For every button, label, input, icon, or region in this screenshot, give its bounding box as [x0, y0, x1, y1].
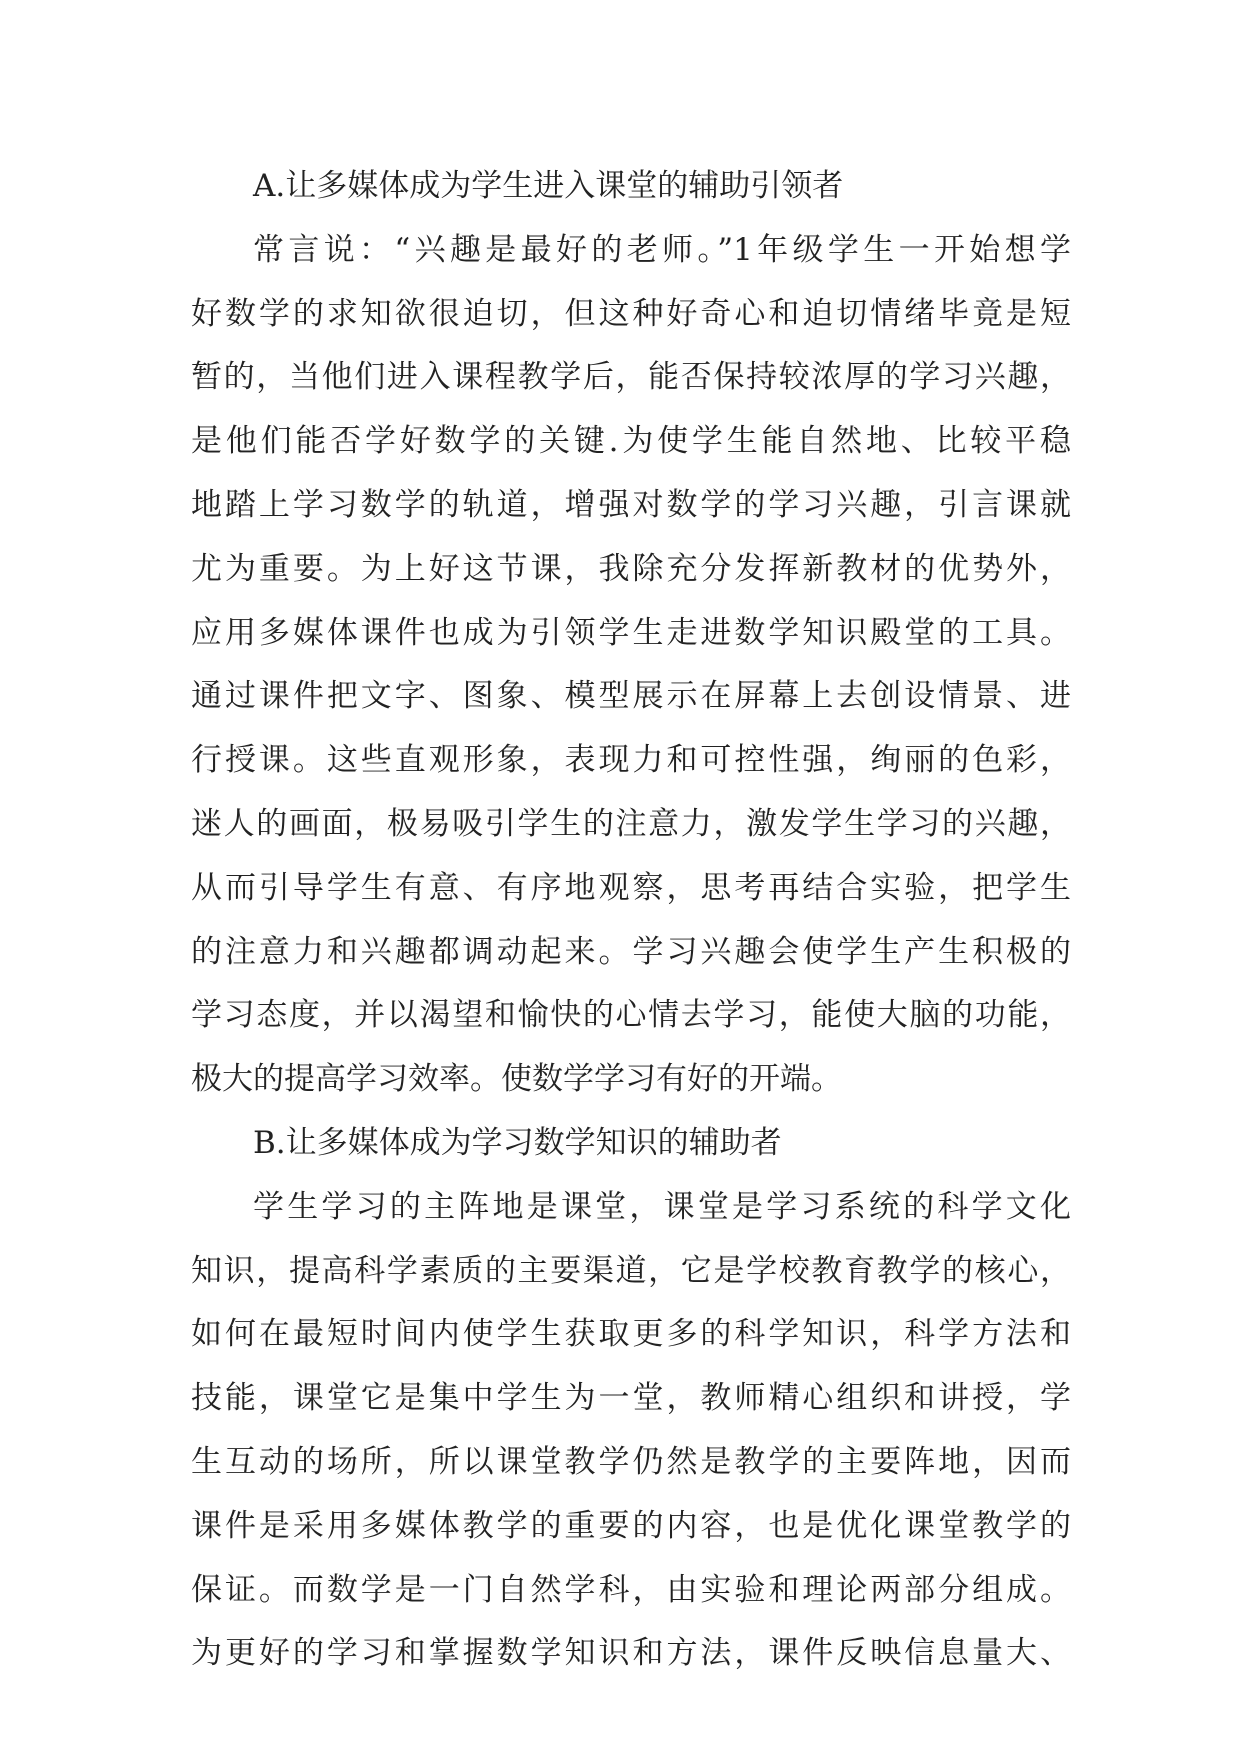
paragraph-line: 迷人的画面，极易吸引学生的注意力，激发学生学习的兴趣， — [191, 805, 1071, 842]
document-body — [191, 155, 1071, 1686]
paragraph-line: 保证。而数学是一门自然学科，由实验和理论两部分组成。 — [191, 1571, 1071, 1608]
paragraph-line: 行授课。这些直观形象，表现力和可控性强，绚丽的色彩， — [191, 742, 1071, 779]
paragraph-line: 知识，提高科学素质的主要渠道，它是学校教育教学的核心， — [191, 1252, 1071, 1289]
paragraph-line: 从而引导学生有意、有序地观察，思考再结合实验，把学生 — [191, 869, 1071, 906]
paragraph-line: 课件是采用多媒体教学的重要的内容，也是优化课堂教学的 — [191, 1507, 1071, 1544]
paragraph-line: 暂的，当他们进入课程教学后，能否保持较浓厚的学习兴趣， — [191, 359, 1071, 396]
paragraph-line: 极大的提高学习效率。使数学学习有好的开端。 — [191, 1061, 842, 1098]
paragraph-line: 是他们能否学好数学的关键.为使学生能自然地、比较平稳 — [191, 423, 1071, 460]
paragraph-line: 尤为重要。为上好这节课，我除充分发挥新教材的优势外， — [191, 550, 1071, 587]
paragraph-line: 如何在最短时间内使学生获取更多的科学知识，科学方法和 — [191, 1316, 1071, 1353]
paragraph-line: 为更好的学习和掌握数学知识和方法，课件反映信息量大、 — [191, 1635, 1071, 1672]
paragraph-line: 的注意力和兴趣都调动起来。学习兴趣会使学生产生积极的 — [191, 933, 1071, 970]
section-heading-a: A.让多媒体成为学生进入课堂的辅助引领者 — [253, 168, 844, 204]
paragraph-line: 常言说：“兴趣是最好的老师。”1年级学生一开始想学 — [253, 231, 1071, 268]
section-heading-b: B.让多媒体成为学习数学知识的辅助者 — [253, 1124, 782, 1161]
paragraph-line: 学生学习的主阵地是课堂，课堂是学习系统的科学文化 — [253, 1188, 1071, 1225]
paragraph-line: 学习态度，并以渴望和愉快的心情去学习，能使大脑的功能， — [191, 997, 1071, 1034]
paragraph-line: 技能，课堂它是集中学生为一堂，教师精心组织和讲授，学 — [191, 1380, 1071, 1417]
paragraph-line: 应用多媒体课件也成为引领学生走进数学知识殿堂的工具。 — [191, 614, 1071, 651]
paragraph-line: 通过课件把文字、图象、模型展示在屏幕上去创设情景、进 — [191, 678, 1071, 715]
paragraph-line: 生互动的场所，所以课堂教学仍然是教学的主要阵地，因而 — [191, 1443, 1071, 1480]
paragraph-line: 好数学的求知欲很迫切，但这种好奇心和迫切情绪毕竟是短 — [191, 295, 1071, 332]
paragraph-line: 地踏上学习数学的轨道，增强对数学的学习兴趣，引言课就 — [191, 486, 1071, 523]
